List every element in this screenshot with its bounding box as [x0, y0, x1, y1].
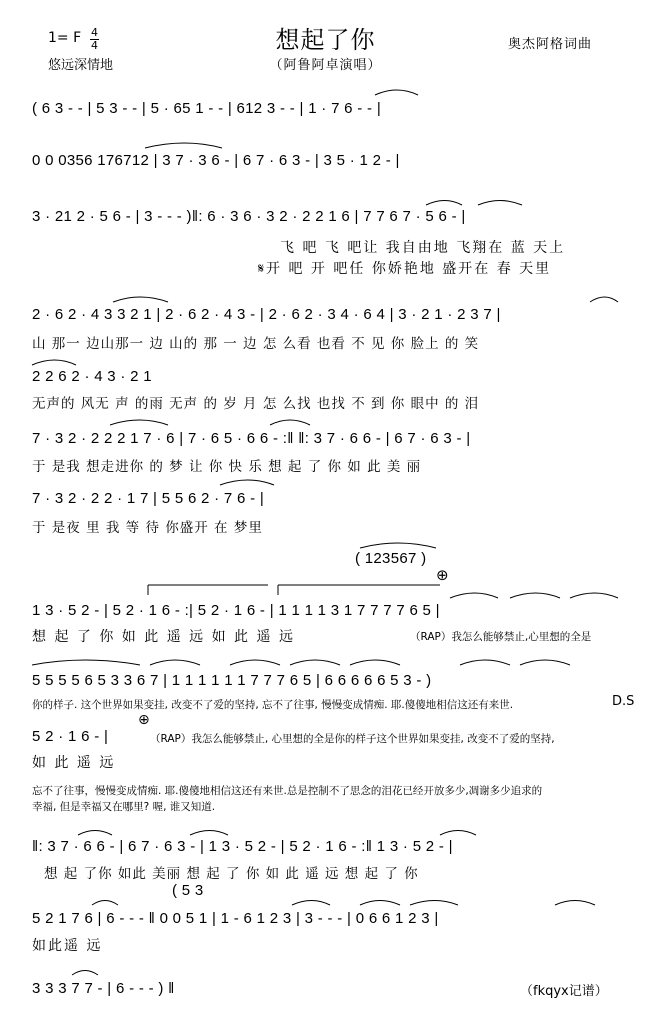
score-line-10: 5 2 · 1 6 - | — [32, 728, 109, 745]
tempo-marking: 悠远深情地 — [48, 58, 114, 73]
score-line-4: 2 · 6 2 · 4 3 3 2 1 | 2 · 6 2 · 4 3 - | 2 · 6 2 · 3 4 · 6 4 | 3 · 2 1 · 2 3 7 | — [32, 306, 501, 323]
rap-line-4: 幸福, 但是幸福又在哪里? 喔, 谁又知道. — [32, 801, 216, 813]
key-signature: 1= F — [48, 30, 82, 46]
lyric-line-4: 于 是夜 里 我 等 待 你盛开 在 梦里 — [32, 520, 263, 536]
score-line-2: 0 0 0356 176712 | 3 7 · 3 6 - | 6 7 · 6 3 - | 3 5 · 1 2 - | — [32, 152, 400, 169]
score-line-13: 3 3 3 7 7 - | 6 - - - ) ‖ — [32, 980, 175, 997]
dal-segno-mark: D.S — [612, 694, 635, 709]
lyric-line-7: 想 起 了你 如此 美丽 想 起 了 你 如 此 遥 远 想 起 了 你 — [44, 866, 419, 882]
coda-icon: ⊕ — [436, 566, 449, 584]
song-title: 想起了你 — [275, 26, 376, 54]
score-line-7: 7 · 3 2 · 2 2 · 1 7 | 5 5 6 2 · 7 6 - | — [32, 490, 265, 507]
lyric-line-5: 想 起 了 你 如 此 遥 远 如 此 遥 远 — [32, 629, 295, 645]
rap-line-1: 你的样子. 这个世界如果变挂, 改变不了爱的坚持, 忘不了往事, 慢慢变成情痴. 耶.傻傻地相信这还有来世. — [32, 699, 514, 711]
score-line-12: 5 2 1 7 6 | 6 - - - ‖ 0 0 5 1 | 1 - 6 1 2 3 | 3 - - - | 0 6 6 1 2 3 | — [32, 910, 439, 927]
rap-intro-text: （RAP）我怎么能够禁止,心里想的全是 — [410, 631, 592, 643]
score-line-8: 1 3 · 5 2 - | 5 2 · 1 6 - :| 5 2 · 1 6 - | 1 1 1 1 3 1 7 7 7 7 6 5 | — [32, 602, 440, 619]
score-line-6: 7 · 3 2 · 2 2 2 1 7 · 6 | 7 · 6 5 · 6 6 - :‖ ‖: 3 7 · 6 6 - | 6 7 · 6 3 - | — [32, 430, 471, 447]
lyric-line-6: 如 此 遥 远 — [32, 755, 116, 771]
score-line-3: 3 · 21 2 · 5 6 - | 3 - - - )‖: 6 · 3 6 · 3 2 · 2 2 1 6 | 7 7 6 7 · 5 6 - | — [32, 208, 466, 225]
coda-icon-2: ⊕ — [138, 712, 150, 728]
score-intro-run: ( 123567 ) — [355, 550, 427, 567]
score-line-5: 2 2 6 2 · 4 3 · 2 1 — [32, 368, 152, 385]
score-line-9: 5 5 5 5 6 5 3 3 6 7 | 1 1 1 1 1 1 7 7 7 6 5 | 6 6 6 6 6 5 3 - ) — [32, 672, 432, 689]
score-line-1: ( 6 3 - - | 5 3 - - | 5 · 65 1 - - | 612 3 - - | 1 · 7 6 - - | — [32, 100, 382, 117]
score-line-11: ‖: 3 7 · 6 6 - | 6 7 · 6 3 - | 1 3 · 5 2 - | 5 2 · 1 6 - :‖ 1 3 · 5 2 - | — [32, 838, 453, 855]
time-signature-top: 4 — [91, 26, 98, 39]
song-subtitle: （阿鲁阿卓演唱） — [269, 58, 382, 73]
rap-line-3: 忘不了往事，慢慢变成情痴. 耶.傻傻地相信这还有来世.总是控制不了思念的泪花已经开放多少,凋谢多少追求的 — [32, 785, 543, 797]
rap-line-2: （RAP）我怎么能够禁止, 心里想的全是你的样子这个世界如果变挂, 改变不了爱的坚持, — [150, 733, 555, 745]
lyric-line-3: 于 是我 想走进你 的 梦 让 你 快 乐 想 起 了 你 如 此 美 丽 — [32, 459, 422, 475]
composer-credit: 奥杰阿格词曲 — [508, 37, 593, 52]
score-pickup: ( 5 3 — [172, 882, 204, 899]
lyric-line-1b: 𝄋开 吧 开 吧任 你娇艳地 盛开在 春 天里 — [258, 261, 552, 277]
lyric-line-2b: 无声的 风无 声 的雨 无声 的 岁 月 怎 么找 也找 不 到 你 眼中 的 泪 — [32, 396, 480, 412]
lyric-line-2a: 山 那一 边山那一 边 山的 那 一 边 怎 么看 也看 不 见 你 脸上 的 笑 — [32, 336, 480, 352]
time-signature-bottom: 4 — [91, 39, 98, 52]
lyric-line-1a: 飞 吧 飞 吧让 我自由地 飞翔在 蓝 天上 — [280, 240, 566, 256]
lyric-line-8: 如此遥 远 — [32, 938, 103, 954]
transcriber-credit: （fkqyx记谱） — [520, 984, 608, 999]
